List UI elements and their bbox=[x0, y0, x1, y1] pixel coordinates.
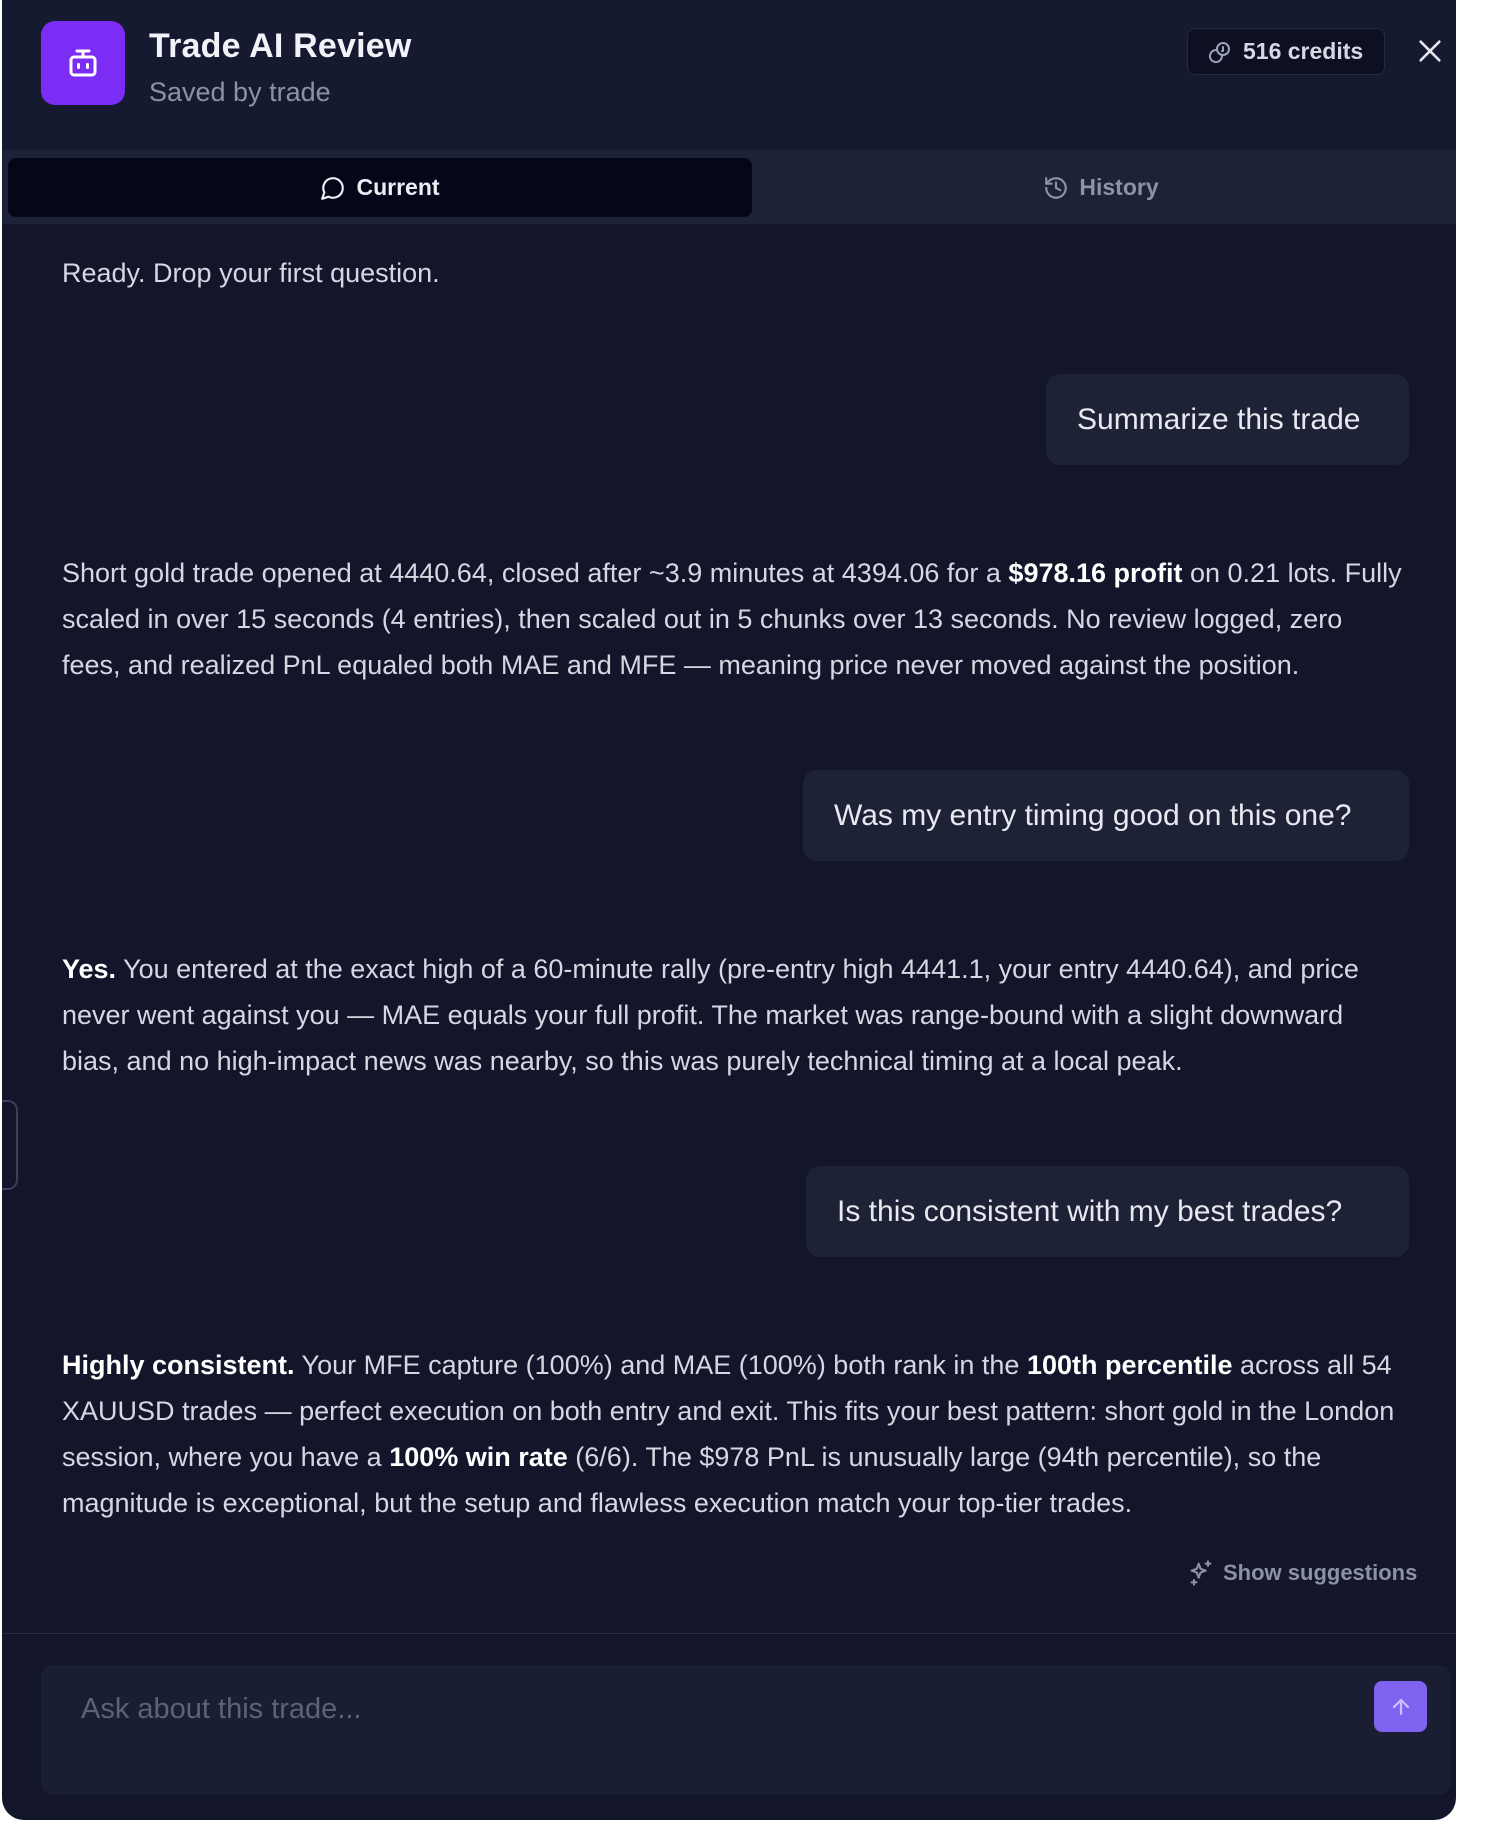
show-suggestions-label: Show suggestions bbox=[1223, 1560, 1418, 1585]
coins-icon bbox=[1208, 40, 1232, 64]
close-button[interactable] bbox=[1414, 35, 1446, 67]
ask-input[interactable] bbox=[41, 1665, 1451, 1795]
assistant-message: Yes. You entered at the exact high of a 60-minute rally (pre-entry high 4441.1, your entry 4440.64), and price never went against you — MAE equals your full profit. The market was range-bound with a slight downward bias, and no high-impact news was nearby, so this was purely technical timing at a local peak. bbox=[62, 954, 1359, 1076]
trade-ai-review-panel bbox=[2, 0, 1456, 1820]
close-icon bbox=[1416, 37, 1444, 65]
tab-history[interactable] bbox=[752, 158, 1450, 217]
user-message: Summarize this trade bbox=[1046, 374, 1409, 465]
tab-history-label: History bbox=[1079, 174, 1159, 200]
assistant-message: Highly consistent. Your MFE capture (100%) and MAE (100%) both rank in the 100th percentile across all 54 XAUUSD trades — perfect execution on both entry and exit. This fits your best pattern: short gold in the London session, where you have a 100% win rate (6/6). The $978 PnL is unusually large (94th percentile), so the magnitude is exceptional, but the setup and flawless execution match your top-tier trades. bbox=[62, 1350, 1395, 1518]
show-suggestions-button[interactable] bbox=[1187, 1556, 1417, 1590]
tab-current-label: Current bbox=[356, 174, 440, 200]
user-message: Was my entry timing good on this one? bbox=[803, 770, 1409, 861]
chat-bubble-icon bbox=[320, 175, 346, 201]
assistant-message: Short gold trade opened at 4440.64, closed after ~3.9 minutes at 4394.06 for a $978.16 profit on 0.21 lots. Fully scaled in over 15 seconds (4 entries), then scaled out in 5 chunks over 13 seconds. No review logged, zero fees, and realized PnL equaled both MAE and MFE — meaning price never moved against the position. bbox=[62, 558, 1402, 680]
tab-bar bbox=[2, 150, 1456, 224]
page-subtitle: Saved by trade bbox=[149, 77, 331, 107]
credits-badge[interactable] bbox=[1187, 28, 1385, 75]
sparkles-icon bbox=[1187, 1559, 1215, 1587]
history-icon bbox=[1043, 175, 1069, 201]
user-message: Is this consistent with my best trades? bbox=[806, 1166, 1409, 1257]
robot-icon bbox=[41, 21, 125, 105]
arrow-up-icon bbox=[1389, 1695, 1413, 1719]
page-title: Trade AI Review bbox=[149, 27, 412, 65]
send-button[interactable] bbox=[1374, 1681, 1427, 1732]
tab-current[interactable] bbox=[8, 158, 752, 217]
resize-handle[interactable] bbox=[2, 1100, 18, 1190]
assistant-greeting: Ready. Drop your first question. bbox=[62, 258, 440, 288]
header bbox=[2, 0, 1456, 150]
divider bbox=[2, 1633, 1456, 1634]
credits-label: 516 credits bbox=[1243, 38, 1364, 64]
composer bbox=[41, 1665, 1451, 1795]
